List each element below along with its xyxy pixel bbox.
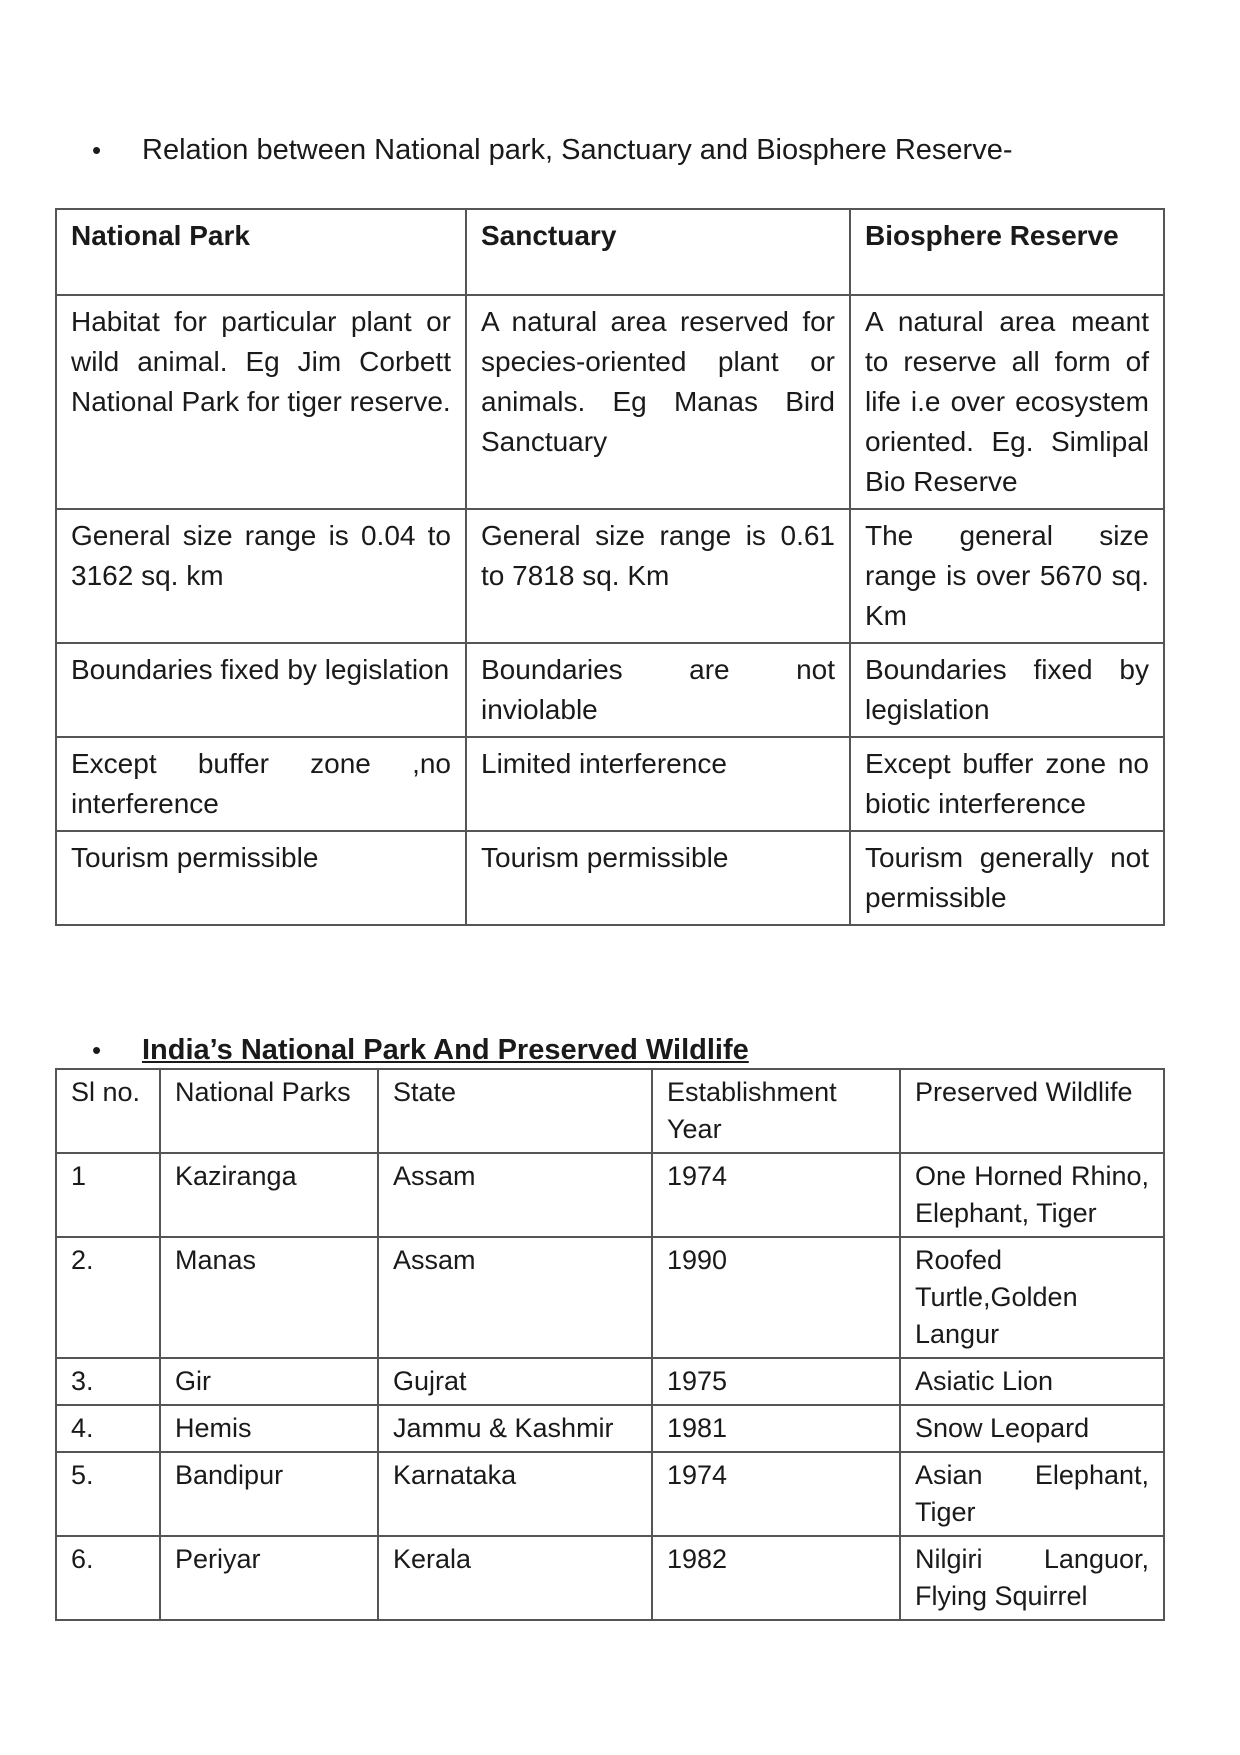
table-cell: Karnataka [378,1452,652,1536]
table-cell: Manas [160,1237,378,1358]
table-cell: 1975 [652,1358,900,1405]
table-cell: Snow Leopard [900,1405,1164,1452]
column-header: Sanctuary [466,209,850,295]
table-cell: 1 [56,1153,160,1237]
bullet-icon: • [92,135,102,165]
table-cell: Asiatic Lion [900,1358,1164,1405]
table-cell: 1990 [652,1237,900,1358]
section1-heading [92,132,1013,168]
comparison-table [55,208,1165,926]
column-header: Establishment Year [652,1069,900,1153]
table-cell: Gir [160,1358,378,1405]
table-cell: General size range is 0.61 to 7818 sq. Km [466,509,850,643]
section2-heading-text: India’s National Park And Preserved Wildlife [142,1034,749,1066]
table-cell: 6. [56,1536,160,1620]
column-header: Sl no. [56,1069,160,1153]
column-header: Biosphere Reserve [850,209,1164,295]
national-parks-table [55,1068,1165,1621]
table-cell: Boundaries fixed by legislation [56,643,466,737]
section2-heading [92,1032,749,1068]
table-cell: Bandipur [160,1452,378,1536]
table-row [56,1452,1164,1536]
table-row [56,1237,1164,1358]
table-cell: A natural area reserved for species-oriented plant or animals. Eg Manas Bird Sanctuary [466,295,850,509]
table-cell: Boundaries fixed by legislation [850,643,1164,737]
table-cell: 1981 [652,1405,900,1452]
table-cell: Tourism generally not permissible [850,831,1164,925]
table-row [56,831,1164,925]
table-cell: 1974 [652,1153,900,1237]
column-header: State [378,1069,652,1153]
table-cell: Except buffer zone ,no interference [56,737,466,831]
column-header: National Park [56,209,466,295]
table-cell: Kaziranga [160,1153,378,1237]
table-cell: Roofed Turtle,Golden Langur [900,1237,1164,1358]
bullet-icon: • [92,1035,102,1065]
table-cell: Hemis [160,1405,378,1452]
table-cell: Boundaries are not inviolable [466,643,850,737]
table-header-row [56,209,1164,295]
table-cell: 4. [56,1405,160,1452]
table-row [56,509,1164,643]
table-header-row [56,1069,1164,1153]
column-header: Preserved Wildlife [900,1069,1164,1153]
table-cell: Limited interference [466,737,850,831]
table-row [56,643,1164,737]
table-cell: 2. [56,1237,160,1358]
table-cell: General size range is 0.04 to 3162 sq. km [56,509,466,643]
table-cell: 3. [56,1358,160,1405]
table-cell: 1982 [652,1536,900,1620]
table-cell: Jammu & Kashmir [378,1405,652,1452]
table-row [56,1153,1164,1237]
section1-heading-text: Relation between National park, Sanctuary and Biosphere Reserve- [142,134,1013,166]
table-cell: One Horned Rhino, Elephant, Tiger [900,1153,1164,1237]
table-cell: The general size range is over 5670 sq. Km [850,509,1164,643]
table-cell: Except buffer zone no biotic interference [850,737,1164,831]
table-cell: Assam [378,1237,652,1358]
table-cell: 1974 [652,1452,900,1536]
table-cell: Habitat for particular plant or wild animal. Eg Jim Corbett National Park for tiger reserve. [56,295,466,509]
table-cell: 5. [56,1452,160,1536]
table-row [56,737,1164,831]
column-header: National Parks [160,1069,378,1153]
table-cell: Periyar [160,1536,378,1620]
table-cell: Asian Elephant, Tiger [900,1452,1164,1536]
table-cell: A natural area meant to reserve all form of life i.e over ecosystem oriented. Eg. Simlipal Bio Reserve [850,295,1164,509]
table-cell: Nilgiri Languor, Flying Squirrel [900,1536,1164,1620]
table-row [56,1358,1164,1405]
table-row [56,1536,1164,1620]
table-cell: Gujrat [378,1358,652,1405]
table-cell: Tourism permissible [466,831,850,925]
table-row [56,1405,1164,1452]
table-cell: Kerala [378,1536,652,1620]
table-cell: Tourism permissible [56,831,466,925]
table-cell: Assam [378,1153,652,1237]
table-row [56,295,1164,509]
